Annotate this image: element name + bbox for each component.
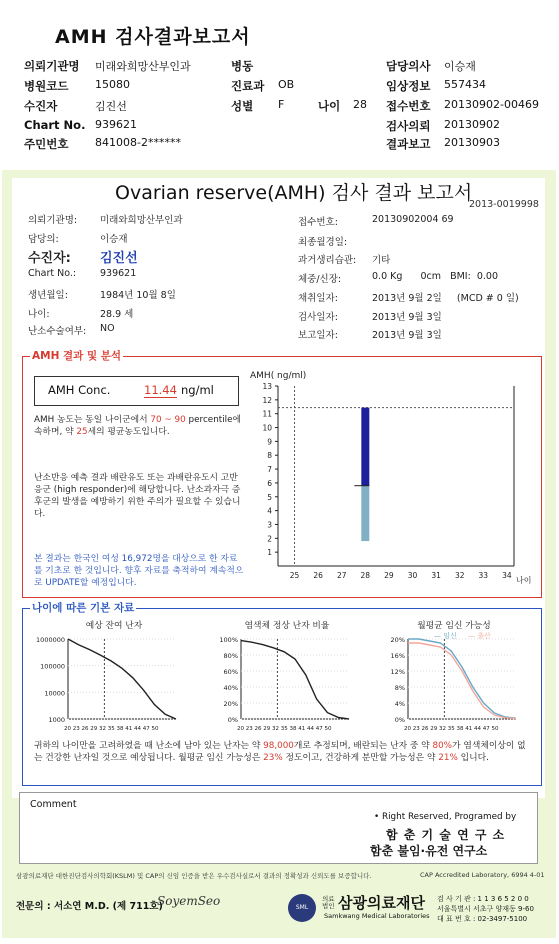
amh-bar-low	[361, 486, 369, 541]
amh-conc-box	[34, 376, 239, 406]
field-label: 의뢰기관명	[24, 59, 80, 73]
y-tick-label: 60%	[223, 668, 238, 676]
lab-prefix: 의료 법인	[322, 895, 335, 910]
chart-svg	[370, 631, 538, 737]
y-tick-label: 4%	[394, 700, 405, 708]
field-value: 2013년 9월 3일	[372, 330, 442, 341]
legend-pregnancy: — 임신	[434, 632, 457, 640]
y-tick-label: 13	[262, 382, 272, 391]
field-label: 담당의:	[28, 234, 59, 245]
x-tick-label: 34	[502, 571, 512, 580]
text: percentile에 속하며, 약	[34, 415, 242, 437]
age-summary	[34, 740, 534, 764]
amh-note: 본 결과는 한국인 여성 16,972명을 대상으로 한 자료를 기초로 한 것입니다. 향후 자료를 축적하여 계속적으로 UPDATE할 예정입니다.	[34, 554, 244, 588]
field-label: 최종월경일:	[298, 237, 348, 248]
amh-conc-unit: ng/ml	[181, 383, 214, 397]
field-label: 검사의뢰	[386, 119, 431, 133]
chart-svg	[203, 631, 371, 737]
y-tick-label: 8	[267, 451, 272, 461]
field-label: 진료과	[231, 79, 265, 93]
normal-egg-chart	[203, 618, 371, 736]
pregnancy-chart	[370, 618, 538, 736]
series-line	[241, 641, 349, 719]
y-tick-label: 20%	[390, 636, 405, 644]
field-value: 939621	[100, 268, 137, 279]
y-tick-label: 6	[267, 478, 272, 488]
cert-text: 삼광의료재단 대한진단검사의학회(KSLM) 및 CAP의 신임 인증을 받은 우수검사실로서 결과의 정확성과 신뢰도를 보증합니다.	[16, 872, 372, 880]
field-label: 병동	[231, 59, 254, 73]
field-value: NO	[100, 323, 115, 334]
x-tick-labels: 20 23 26 29 32 35 38 41 44 47 50	[404, 726, 499, 732]
field-label: 과거생리습관:	[298, 255, 357, 266]
y-tick-label: 10000	[44, 689, 65, 698]
x-tick-label: 27	[336, 571, 347, 580]
field-value: 15080	[95, 78, 130, 91]
pregnancy-rate: 23%	[263, 753, 283, 763]
field-value: 2013년 9월 3일	[372, 312, 442, 323]
x-tick-label: 26	[313, 571, 323, 580]
field-label: 검사일자:	[298, 312, 338, 323]
egg-count: 98,000	[263, 741, 294, 751]
percentile-range: 70 ~ 90	[150, 415, 186, 425]
equivalent-age: 25	[76, 427, 88, 437]
y-tick-label: 100%	[219, 636, 238, 644]
text: 개로 추정되며, 배란되는 난자 중	[293, 741, 419, 751]
y-tick-label: 3	[267, 520, 272, 530]
field-value: 20130902	[444, 118, 500, 131]
field-value: 20130903	[444, 136, 500, 149]
field-value: 20130902004 69	[372, 214, 454, 225]
field-label: 성별	[231, 99, 254, 113]
field-label: 접수번호	[386, 99, 431, 113]
org-name-1: 함 춘 기 술 연 구 소	[386, 828, 506, 842]
field-label: 임상정보	[386, 79, 431, 93]
field-label: 나이	[318, 99, 341, 113]
x-tick-label: 31	[431, 571, 441, 580]
x-tick-label: 30	[407, 571, 418, 580]
y-tick-label: 2	[267, 534, 272, 544]
chart-title: 예상 잔여 난자	[85, 621, 143, 631]
series-line-birth	[408, 643, 516, 719]
y-tick-label: 100000	[40, 662, 65, 671]
field-value: F	[278, 98, 285, 111]
y-tick-label: 9	[267, 437, 272, 447]
field-value: 기타	[372, 255, 391, 266]
doctor-name: 전문의 : 서소연 M.D. (제 711호)	[16, 901, 163, 912]
field-label: 생년월일:	[28, 290, 68, 301]
chart-svg	[30, 631, 198, 737]
field-value: 미래와희망산부인과	[100, 215, 183, 226]
series-line	[68, 639, 176, 719]
y-tick-label: 80%	[223, 652, 238, 660]
lab-logo-icon: SML	[288, 894, 316, 922]
comment-label: Comment	[30, 799, 77, 810]
y-tick-label: 40%	[223, 684, 238, 692]
field-label: 결과보고	[386, 137, 431, 151]
legend-birth: — 출산	[468, 632, 491, 640]
field-value: 2013년 9월 2일 (MCD # 0 일)	[372, 293, 519, 304]
field-value: 28	[353, 98, 367, 111]
chart-ylabel: AMH( ng/ml)	[250, 371, 307, 381]
field-value: 이승재	[100, 234, 128, 245]
org-name-2: 함춘 불임·유전 연구소	[370, 844, 488, 858]
amh-bar-high	[361, 408, 369, 486]
text: 약	[421, 741, 430, 751]
series-line-pregnancy	[408, 639, 516, 718]
field-value: 28.9 세	[100, 309, 134, 320]
y-tick-label: 1000000	[36, 636, 65, 644]
x-tick-labels: 20 23 26 29 32 35 38 41 44 47 50	[237, 726, 332, 732]
field-label: 채취일자:	[298, 293, 338, 304]
y-tick-label: 10	[262, 423, 272, 433]
y-tick-label: 12%	[390, 668, 405, 676]
y-tick-label: 1	[267, 548, 272, 558]
report-number: 2013-0019998	[469, 199, 539, 210]
cap-text: CAP Accredited Laboratory, 6994 4-01	[420, 871, 545, 879]
doctor-signature: SoyemSeo	[157, 894, 221, 908]
field-value: 557434	[444, 78, 486, 91]
field-label: 수진자:	[28, 251, 71, 266]
x-tick-label: 28	[360, 571, 371, 580]
x-tick-label: 25	[289, 571, 300, 580]
field-value: 0.0 Kg 0cm BMI: 0.00	[372, 271, 498, 282]
text: 입니다.	[460, 753, 489, 763]
y-tick-label: 4	[267, 506, 272, 516]
x-tick-label: 29	[384, 571, 394, 580]
field-label: 병원코드	[24, 79, 69, 93]
field-value: 김진선	[95, 100, 127, 113]
text: AMH 농도는 동일 나이군에서	[34, 415, 148, 425]
field-label: 주민번호	[24, 137, 69, 151]
y-tick-label: 16%	[390, 652, 405, 660]
field-value: 841008-2******	[95, 136, 181, 149]
lab-code: 검 사 기 관 : 1 1 3 6 5 2 0 0	[437, 895, 529, 903]
chart-title: 염색체 정상 난자 비율	[244, 621, 330, 631]
text: 정도이고,	[285, 753, 323, 763]
field-label: Chart No.	[24, 118, 86, 132]
lab-english: Samkwang Medical Laboratories	[324, 912, 430, 920]
field-value: 이승재	[444, 60, 476, 73]
field-label: 수진자	[24, 99, 58, 113]
field-value: 1984년 10월 8일	[100, 290, 176, 301]
text: 세의 평균농도입니다.	[87, 427, 170, 437]
text: 건강하게 분만할 가능성은 약	[325, 753, 436, 763]
lab-name: 삼광의료재단	[338, 894, 425, 912]
lab-phone: 대 표 번 호 : 02-3497-5100	[437, 915, 528, 923]
field-label: 의뢰기관명:	[28, 215, 78, 226]
normal-rate: 80%	[432, 741, 453, 751]
chart-title: 월평균 임신 가능성	[417, 621, 491, 631]
field-label: 보고일자:	[298, 330, 338, 341]
field-label: Chart No.:	[28, 268, 77, 279]
field-label: 체중/신장:	[298, 274, 342, 285]
field-label: 담당의사	[386, 59, 431, 73]
field-label: 난소수술여부:	[28, 326, 87, 337]
egg-count-chart	[30, 618, 198, 736]
age-section-title: 나이에 따른 기본 자료	[32, 602, 135, 614]
y-tick-label: 0%	[394, 716, 405, 724]
lab-address: 서울특별시 서초구 양재동 9-60	[437, 905, 534, 913]
y-tick-label: 8%	[394, 684, 405, 692]
amh-section-title: AMH 결과 및 분석	[32, 350, 122, 362]
field-label: 접수번호:	[298, 217, 338, 228]
y-tick-label: 5	[267, 492, 272, 502]
patient-name: 김진선	[100, 251, 138, 266]
field-value: OB	[278, 78, 295, 91]
x-tick-labels: 20 23 26 29 32 35 38 41 44 47 50	[64, 726, 159, 732]
y-tick-label: 12	[262, 395, 272, 405]
y-tick-label: 20%	[223, 700, 238, 708]
x-axis-label: 나이	[516, 576, 532, 585]
y-tick-label: 11	[262, 409, 272, 419]
amh-conc-label: AMH Conc.	[48, 383, 111, 397]
x-tick-label: 32	[454, 571, 465, 580]
y-tick-label: 7	[267, 465, 272, 475]
birth-rate: 21%	[438, 753, 458, 763]
field-value: 20130902-00469	[444, 98, 539, 111]
x-tick-label: 33	[478, 571, 489, 580]
amh-chart	[246, 366, 536, 590]
amh-interpretation	[34, 414, 244, 438]
field-value: 미래와희망산부인과	[95, 60, 191, 73]
text: 가 염색체이상이 없는 건강한 난자일 것으로 예상됩니다. 월평균 임신 가능성은	[34, 741, 526, 763]
amh-conc-value: 11.44	[144, 383, 177, 397]
report-title: Ovarian reserve(AMH) 검사 결과 보고서	[115, 182, 473, 204]
field-label: 나이:	[28, 309, 50, 320]
text: 귀하의 나이만을 고려하였을 때 난소에 남아 있는 난자는 약	[34, 741, 261, 751]
y-tick-label: 1000	[48, 716, 65, 724]
field-value: 939621	[95, 118, 137, 131]
page-title: AMH 검사결과보고서	[55, 26, 251, 48]
lab-contact	[437, 894, 534, 924]
amh-response-text: 난소반응 예측 결과 배란유도 또는 과배란유도시 고반응군 (high responder)에 해당합니다. 난소과자극 증후군의 발생을 예방하기 위한 주의가 필요할 수 있습니다.	[34, 473, 241, 519]
y-tick-label: 0%	[227, 716, 238, 724]
rights-text: • Right Reserved, Programed by	[374, 812, 517, 822]
